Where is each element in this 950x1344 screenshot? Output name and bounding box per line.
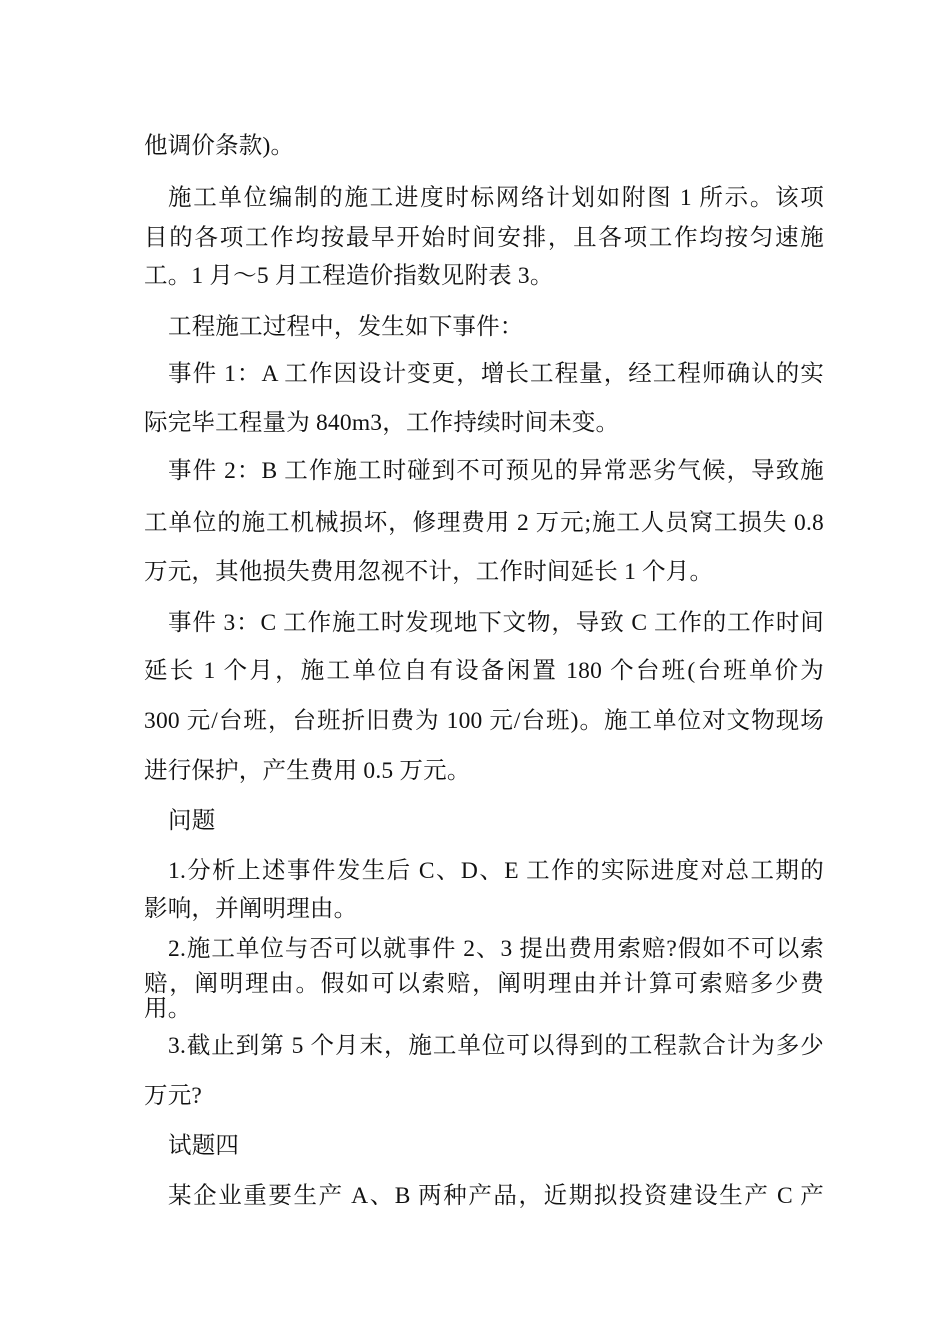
text-line: 事件 3：C 工作施工时发现地下文物，导致 C 工作的工作时间 [168, 610, 824, 636]
text-line: 工。1 月～5 月工程造价指数见附表 3。 [144, 263, 554, 289]
text-line: 事件 1：A 工作因设计变更，增长工程量，经工程师确认的实 [168, 361, 824, 387]
text-line: 进行保护，产生费用 0.5 万元。 [144, 758, 471, 784]
text-line: 300 元/台班，台班折旧费为 100 元/台班)。施工单位对文物现场 [144, 708, 824, 734]
text-line: 工单位的施工机械损坏，修理费用 2 万元;施工人员窝工损失 0.8 [144, 510, 824, 536]
text-line: 1.分析上述事件发生后 C、D、E 工作的实际进度对总工期的 [168, 858, 824, 884]
text-line: 工程施工过程中，发生如下事件： [168, 314, 524, 340]
text-line: 影响，并阐明理由。 [144, 896, 358, 922]
text-line: 万元，其他损失费用忽视不计，工作时间延长 1 个月。 [144, 559, 714, 585]
text-line: 事件 2：B 工作施工时碰到不可预见的异常恶劣气候，导致施 [168, 458, 824, 484]
text-line: 2.施工单位与否可以就事件 2、3 提出费用索赔?假如不可以索 [168, 936, 824, 962]
text-line: 用。 [144, 996, 192, 1022]
text-line: 问题 [168, 808, 216, 834]
text-line: 际完毕工程量为 840m3，工作持续时间未变。 [144, 410, 620, 436]
text-line: 目的各项工作均按最早开始时间安排，且各项工作均按匀速施 [144, 225, 824, 251]
text-line: 赔，阐明理由。假如可以索赔，阐明理由并计算可索赔多少费 [144, 971, 824, 997]
text-line: 他调价条款)。 [144, 133, 295, 159]
text-line: 施工单位编制的施工进度时标网络计划如附图 1 所示。该项 [168, 185, 824, 211]
text-line: 某企业重要生产 A、B 两种产品，近期拟投资建设生产 C 产 [168, 1183, 824, 1209]
text-line: 万元? [144, 1083, 203, 1109]
text-line: 试题四 [168, 1133, 240, 1159]
text-line: 3.截止到第 5 个月末，施工单位可以得到的工程款合计为多少 [168, 1033, 824, 1059]
text-line: 延长 1 个月，施工单位自有设备闲置 180 个台班(台班单价为 [144, 658, 824, 684]
